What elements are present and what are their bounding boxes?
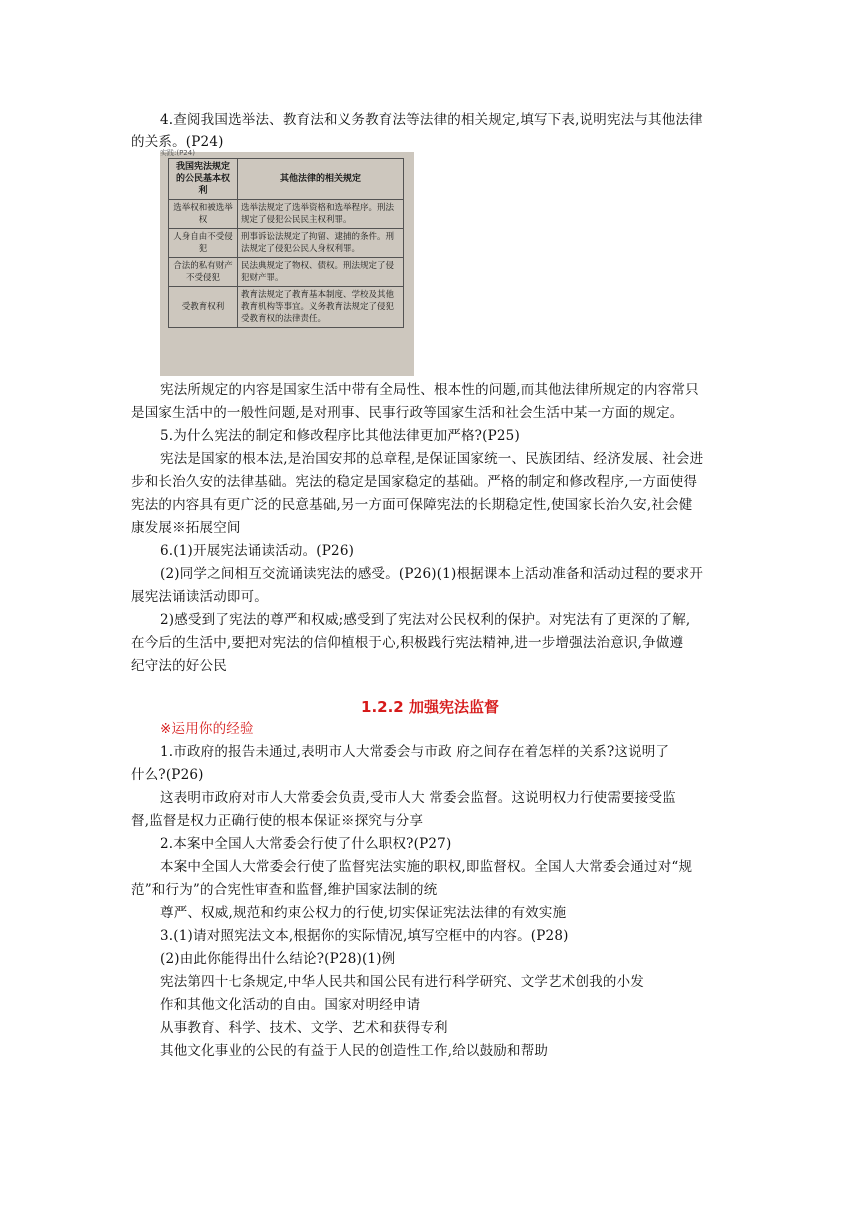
paragraph-line: (2)同学之间相互交流诵读宪法的感受。(P26)(1)根据课本上活动准备和活动过程的要求开 xyxy=(160,566,704,582)
question-4-line1: 4.查阅我国选举法、教育法和义务教育法等法律的相关规定,填写下表,说明宪法与其他法律 xyxy=(160,112,703,128)
question-2: 2.本案中全国人大常委会行使了什么职权?(P27) xyxy=(160,836,452,852)
paragraph-line: 其他文化事业的公民的有益于人民的创造性工作,给以鼓励和帮助 xyxy=(160,1043,549,1059)
table-row xyxy=(169,287,404,328)
question-4-line2: 的关系。(P24) xyxy=(131,134,224,150)
paragraph-line: 督,监督是权力正确行使的根本保证※探究与分享 xyxy=(131,813,424,829)
paragraph-line: 纪守法的好公民 xyxy=(131,658,227,674)
paragraph-line: 范”和行为”的合宪性审查和监督,维护国家法制的统 xyxy=(131,882,438,898)
table-row xyxy=(169,200,404,229)
table-row xyxy=(169,258,404,287)
paragraph-line: 宪法是国家的根本法,是治国安邦的总章程,是保证国家统一、民族团结、经济发展、社会进 xyxy=(160,451,704,467)
paragraph-line: (2)由此你能得出什么结论?(P28)(1)例 xyxy=(160,951,396,967)
paragraph-line: 什么?(P26) xyxy=(131,767,204,783)
table-cell: 受教育权利 xyxy=(169,287,238,328)
paragraph-line: 本案中全国人大常委会行使了监督宪法实施的职权,即监督权。全国人大常委会通过对“规 xyxy=(160,859,693,875)
table-caption: 实践:(P24) xyxy=(160,149,195,157)
paragraph-line: 康发展※拓展空间 xyxy=(131,520,241,536)
paragraph-line: 是国家生活中的一般性问题,是对刑事、民事行政等国家生活和社会生活中某一方面的规定。 xyxy=(131,405,684,421)
table-cell: 选举法规定了选举资格和选举程序。刑法规定了侵犯公民民主权利罪。 xyxy=(238,200,404,229)
paragraph-line: 从事教育、科学、技术、文学、艺术和获得专利 xyxy=(160,1020,448,1036)
paragraph-line: 这表明市政府对市人大常委会负责,受市人大 常委会监督。这说明权力行使需要接受监 xyxy=(160,790,676,806)
table-cell: 人身自由不受侵犯 xyxy=(169,229,238,258)
table-header-laws: 其他法律的相关规定 xyxy=(238,159,404,200)
paragraph-line: 宪法所规定的内容是国家生活中带有全局性、根本性的问题,而其他法律所规定的内容常只 xyxy=(160,382,699,398)
section-title: 1.2.2 加强宪法监督 xyxy=(361,698,499,716)
question-3: 3.(1)请对照宪法文本,根据你的实际情况,填写空框中的内容。(P28) xyxy=(160,928,569,944)
paragraph-line: 2)感受到了宪法的尊严和权威;感受到了宪法对公民权利的保护。对宪法有了更深的了解, xyxy=(160,612,691,628)
rights-table xyxy=(168,158,404,328)
experience-label: ※运用你的经验 xyxy=(160,721,254,737)
paragraph-line: 尊严、权威,规范和约束公权力的行使,切实保证宪法法律的有效实施 xyxy=(160,905,567,921)
paragraph-line: 在今后的生活中,要把对宪法的信仰植根于心,积极践行宪法精神,进一步增强法治意识,争做遵 xyxy=(131,635,684,651)
paragraph-line: 步和长治久安的法律基础。宪法的稳定是国家稳定的基础。严格的制定和修改程序,一方面使得 xyxy=(131,474,698,490)
paragraph-line: 展宪法诵读活动即可。 xyxy=(131,589,268,605)
paragraph-line: 作和其他文化活动的自由。国家对明经申请 xyxy=(160,997,421,1013)
question-1: 1.市政府的报告未通过,表明市人大常委会与市政 府之间存在着怎样的关系?这说明了 xyxy=(160,744,670,760)
textbook-table-photo xyxy=(160,149,414,376)
table-cell: 民法典规定了物权、债权。刑法规定了侵犯财产罪。 xyxy=(238,258,404,287)
table-cell: 选举权和被选举权 xyxy=(169,200,238,229)
table-cell: 合法的私有财产不受侵犯 xyxy=(169,258,238,287)
paragraph-line: 宪法的内容具有更广泛的民意基础,另一方面可保障宪法的长期稳定性,使国家长治久安,社会健 xyxy=(131,497,693,513)
paragraph-line: 宪法第四十七条规定,中华人民共和国公民有进行科学研究、文学艺术创我的小发 xyxy=(160,974,644,990)
question-6: 6.(1)开展宪法诵读活动。(P26) xyxy=(160,543,355,559)
table-cell: 刑事诉讼法规定了拘留、逮捕的条件。刑法规定了侵犯公民人身权利罪。 xyxy=(238,229,404,258)
table-header-rights: 我国宪法规定的公民基本权利 xyxy=(169,159,238,200)
table-cell: 教育法规定了教育基本制度、学校及其他教育机构等事宜。义务教育法规定了侵犯受教育权的法律责任。 xyxy=(238,287,404,328)
question-5: 5.为什么宪法的制定和修改程序比其他法律更加严格?(P25) xyxy=(160,428,520,444)
table-row xyxy=(169,229,404,258)
